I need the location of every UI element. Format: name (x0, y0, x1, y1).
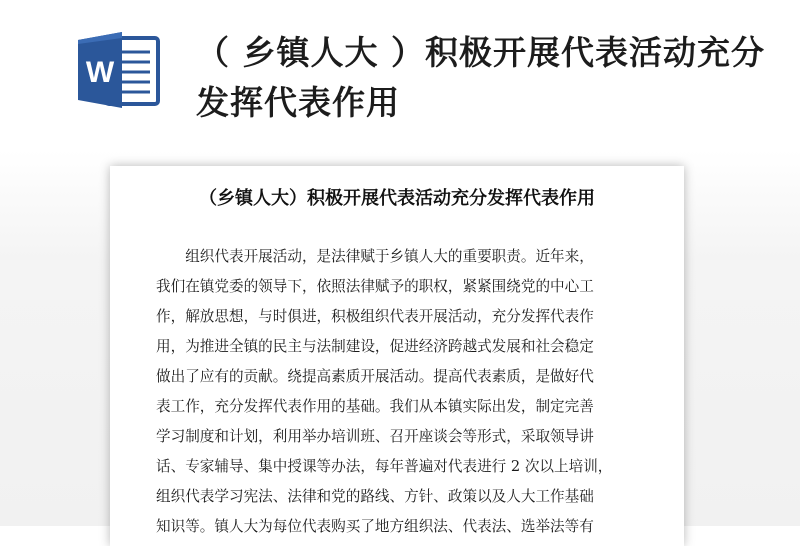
body-line: 用，为推进全镇的民主与法制建设，促进经济跨越式发展和社会稳定 (156, 338, 594, 355)
word-document-icon (76, 32, 162, 108)
body-line: 表工作，充分发挥代表作用的基础。我们从本镇实际出发，制定完善 (156, 398, 594, 415)
body-line: 作，解放思想，与时俱进，积极组织代表开展活动，充分发挥代表作 (156, 308, 594, 325)
body-line: 做出了应有的贡献。绕提高素质开展活动。提高代表素质，是做好代 (156, 368, 594, 385)
document-page (110, 166, 684, 546)
body-line: 话、专家辅导、集中授课等办法，每年普遍对代表进行 2 次以上培训， (156, 458, 613, 475)
document-body (156, 242, 646, 542)
word-logo-letter: W (85, 56, 115, 89)
body-line: 我们在镇党委的领导下，依照法律赋予的职权，紧紧围绕党的中心工 (156, 278, 594, 295)
body-line: 组织代表学习宪法、法律和党的路线、方针、政策以及人大工作基础 (156, 488, 594, 505)
document-title: （乡镇人大）积极开展代表活动充分发挥代表作用 (199, 188, 595, 209)
body-line: 组织代表开展活动，是法律赋于乡镇人大的重要职责。近年来， (156, 248, 594, 265)
body-line: 学习制度和计划，利用举办培训班、召开座谈会等形式，采取领导讲 (156, 428, 594, 445)
page-title: （ 乡镇人大 ）积极开展代表活动充分发挥代表作用 (196, 33, 765, 122)
body-line: 知识等。镇人大为每位代表购买了地方组织法、代表法、选举法等有 (156, 518, 594, 535)
header (0, 0, 800, 150)
